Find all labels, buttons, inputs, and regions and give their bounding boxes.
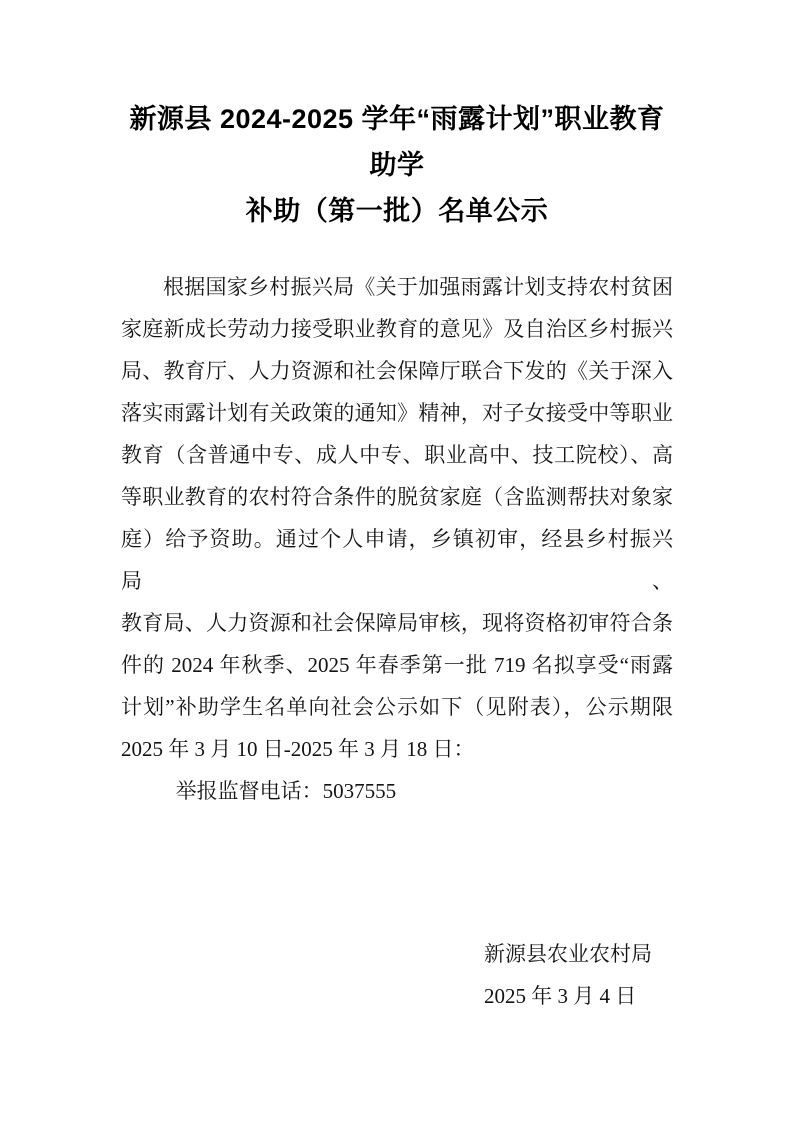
body-line: 局、教育厅、人力资源和社会保障厅联合下发的《关于深入 — [121, 359, 673, 383]
body-line: 2025 年 3 月 10 日-2025 年 3 月 18 日： — [121, 737, 475, 761]
body-line: 教育局、人力资源和社会保障局审核，现将资格初审符合条 — [121, 611, 673, 635]
title-line-2: 补助（第一批）名单公示 — [245, 196, 549, 226]
body-line: 教育（含普通中专、成人中专、职业高中、技工院校）、高 — [121, 443, 673, 467]
body-line: 落实雨露计划有关政策的通知》精神，对子女接受中等职业 — [121, 401, 673, 425]
body-line: 庭）给予资助。通过个人申请，乡镇初审，经县乡村振兴局、 — [121, 527, 673, 593]
signature-date: 2025 年 3 月 4 日 — [484, 984, 637, 1008]
body-line: 根据国家乡村振兴局《关于加强雨露计划支持农村贫困 — [163, 275, 673, 299]
body-line: 等职业教育的农村符合条件的脱贫家庭（含监测帮扶对象家 — [121, 485, 673, 509]
hotline-line: 举报监督电话：5037555 — [175, 779, 397, 803]
signature-block — [484, 933, 673, 1017]
body-line: 计划”补助学生名单向社会公示如下（见附表），公示期限 — [121, 695, 673, 719]
body-paragraph — [121, 266, 673, 770]
document-title — [121, 96, 673, 234]
body-line: 家庭新成长劳动力接受职业教育的意见》及自治区乡村振兴 — [121, 317, 673, 341]
body-line: 件的 2024 年秋季、2025 年春季第一批 719 名拟享受“雨露 — [121, 653, 673, 677]
signature-org: 新源县农业农村局 — [484, 942, 652, 966]
title-line-1: 新源县 2024-2025 学年“雨露计划”职业教育助学 — [129, 104, 665, 180]
